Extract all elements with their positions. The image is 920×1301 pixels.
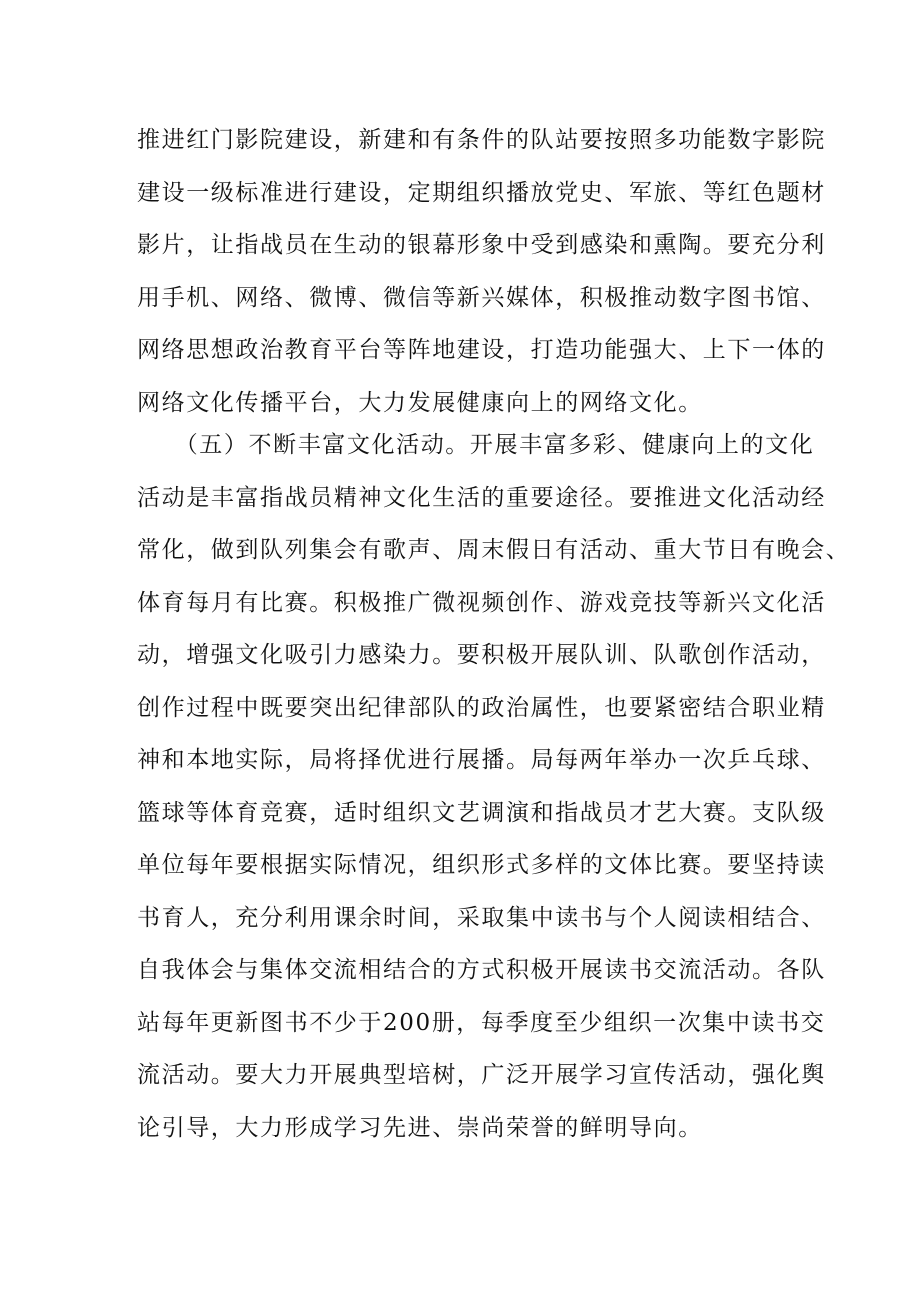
text-line: 活动是丰富指战员精神文化生活的重要途径。要推进文化活动经	[137, 484, 826, 511]
text-line: （五）不断丰富文化活动。开展丰富多彩、健康向上的文化	[137, 432, 815, 458]
text-line: 书育人，充分利用课余时间，采取集中读书与个人阅读相结合、	[137, 904, 826, 931]
text-line: 网络思想政治教育平台等阵地建设，打造功能强大、上下一体的	[137, 337, 826, 363]
paragraph-cultural-activities	[137, 419, 851, 1154]
text-line: 创作过程中既要突出纪律部队的政治属性，也要紧密结合职业精	[137, 694, 826, 721]
text-line: 单位每年要根据实际情况，组织形式多样的文体比赛。要坚持读	[137, 852, 826, 878]
paragraph-network-culture	[137, 114, 826, 429]
text-line: 推进红门影院建设，新建和有条件的队站要按照多功能数字影院	[137, 127, 826, 153]
text-line: 流活动。要大力开展典型培树，广泛开展学习宣传活动，强化舆	[137, 1062, 826, 1088]
text-line: 用手机、网络、微博、微信等新兴媒体，积极推动数字图书馆、	[137, 284, 826, 311]
text-line: 站每年更新图书不少于200册，每季度至少组织一次集中读书交	[137, 1009, 826, 1036]
text-line: 论引导，大力形成学习先进、崇尚荣誉的鲜明导向。	[137, 1114, 703, 1141]
text-line: 动，增强文化吸引力感染力。要积极开展队训、队歌创作活动，	[137, 642, 826, 668]
text-line: 常化，做到队列集会有歌声、周末假日有活动、重大节日有晚会、	[137, 537, 851, 563]
text-line: 神和本地实际，局将择优进行展播。局每两年举办一次乒乓球、	[137, 747, 826, 773]
text-line: 网络文化传播平台，大力发展健康向上的网络文化。	[137, 389, 703, 416]
text-line: 篮球等体育竞赛，适时组织文艺调演和指战员才艺大赛。支队级	[137, 799, 826, 826]
text-line: 自我体会与集体交流相结合的方式积极开展读书交流活动。各队	[137, 957, 826, 983]
text-line: 体育每月有比赛。积极推广微视频创作、游戏竞技等新兴文化活	[137, 589, 826, 616]
text-line: 建设一级标准进行建设，定期组织播放党史、军旅、等红色题材	[137, 179, 826, 206]
text-line: 影片，让指战员在生动的银幕形象中受到感染和熏陶。要充分利	[137, 232, 826, 258]
